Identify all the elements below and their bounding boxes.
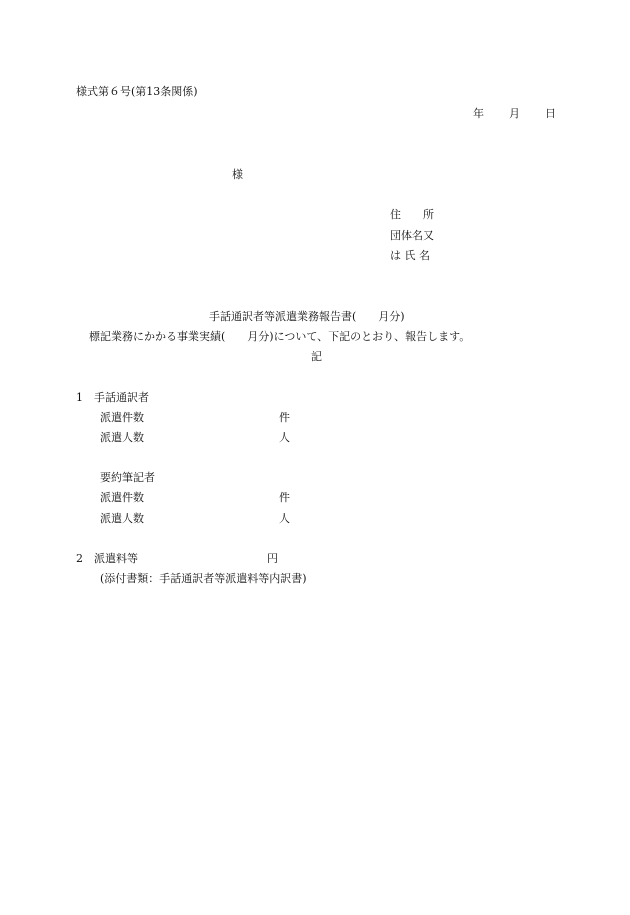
date-month: 月 <box>509 107 520 120</box>
summary-people-unit: 人 <box>279 512 290 525</box>
sender-name-label: は 氏 名 <box>390 249 430 262</box>
date-day: 日 <box>545 107 556 120</box>
sender-address-label: 住 所 <box>390 208 434 221</box>
addressee-suffix: 様 <box>232 168 243 181</box>
fee-unit: 円 <box>267 552 278 565</box>
interpreter-people-unit: 人 <box>279 431 290 444</box>
summary-people-label: 派遣人数 <box>100 512 144 525</box>
summary-cases-unit: 件 <box>279 491 290 504</box>
summary-cases-label: 派遣件数 <box>100 491 144 504</box>
interpreter-people-label: 派遣人数 <box>100 431 144 444</box>
attachment-note: (添付書類：手話通訳者等派遣料等内訳書) <box>100 572 307 585</box>
section2-heading: 2 派遣料等 <box>76 552 138 565</box>
document-title: 手話通訳者等派遣業務報告書( 月分) <box>209 310 405 323</box>
intro-text: 標記業務にかかる事業実績( 月分)について、下記のとおり、報告します。 <box>89 330 471 343</box>
summary-writer-heading: 要約筆記者 <box>100 471 155 484</box>
form-number: 様式第６号(第13条関係) <box>76 85 198 98</box>
section1-heading: 1 手話通訳者 <box>76 391 149 404</box>
date-year: 年 <box>473 107 484 120</box>
sender-org-label: 団体名又 <box>390 229 434 242</box>
ki-heading: 記 <box>311 350 322 363</box>
interpreter-cases-label: 派遣件数 <box>100 411 144 424</box>
interpreter-cases-unit: 件 <box>279 411 290 424</box>
